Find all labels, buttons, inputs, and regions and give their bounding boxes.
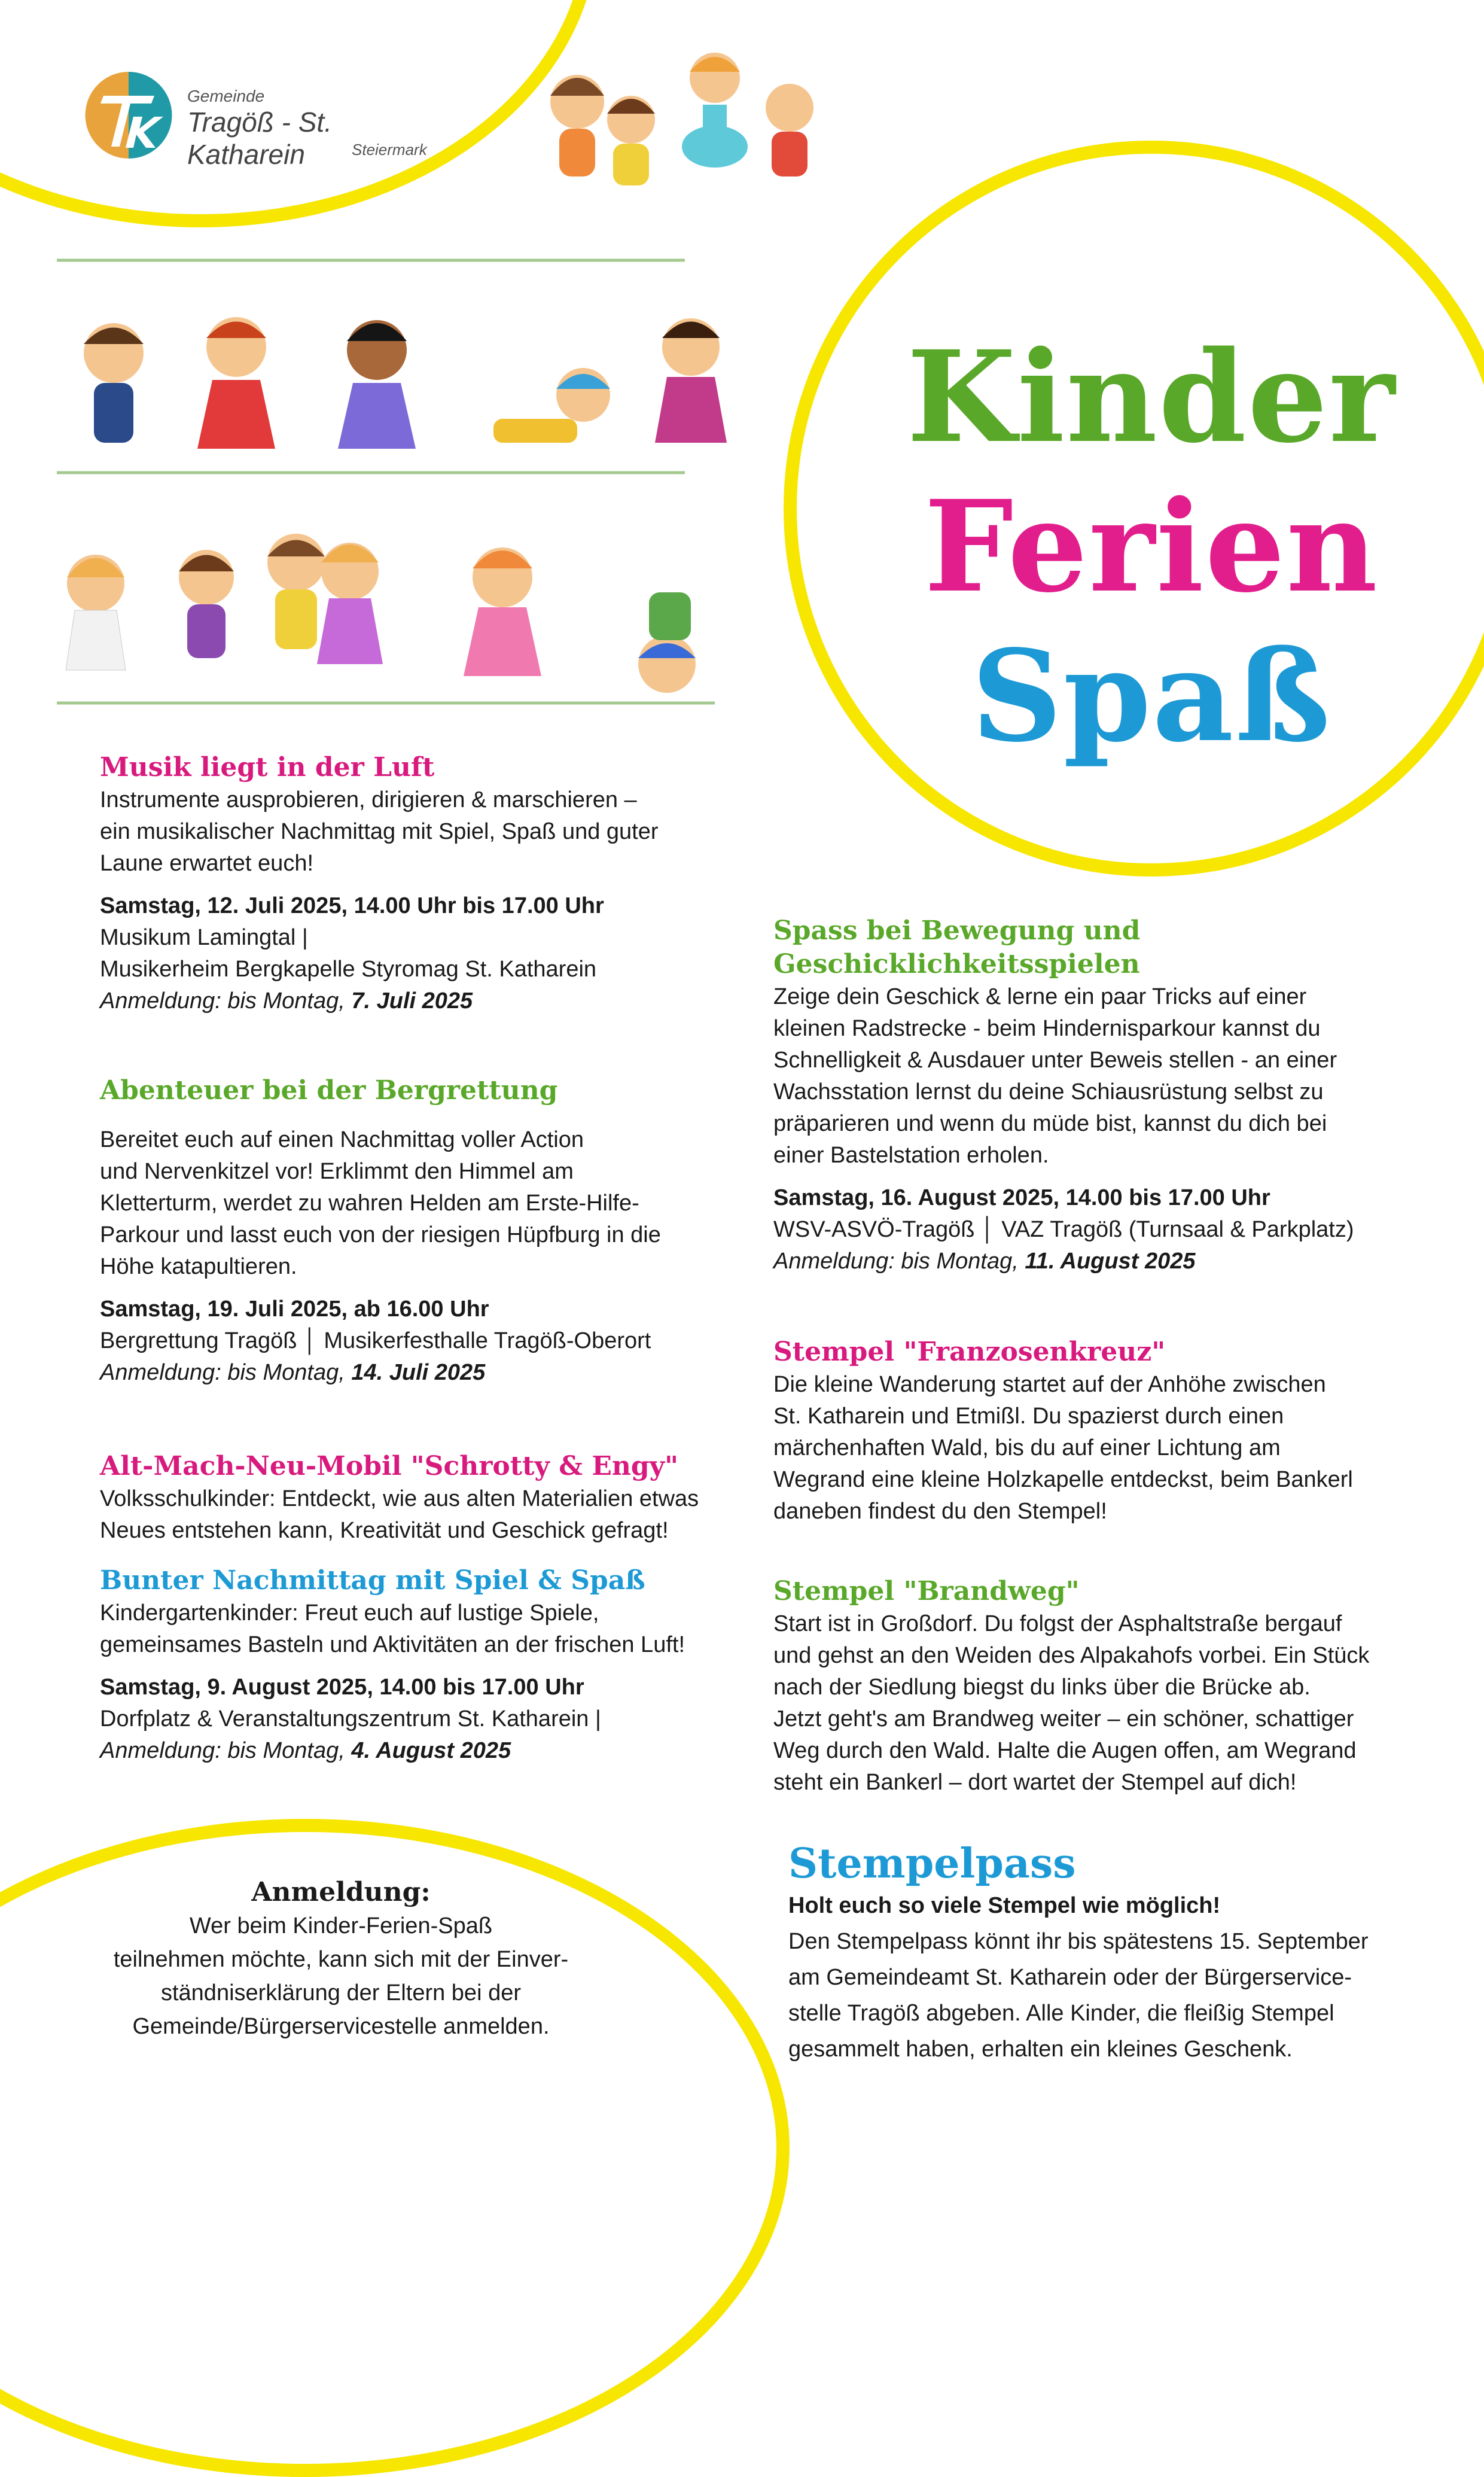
text-line: Den Stempelpass könnt ihr bis spätestens 15. September — [788, 1929, 1369, 1954]
text-line: gesammelt haben, erhalten ein kleines Geschenk. — [788, 2037, 1293, 2062]
event-place: Musikum Lamingtal | — [100, 925, 308, 950]
section-bewegung — [773, 914, 1443, 1277]
heading-bergrettung: Abenteuer bei der Bergrettung — [100, 1075, 558, 1106]
text-line: am Gemeindeamt St. Katharein oder der Bürgerservice- — [788, 1965, 1352, 1990]
section-anmeldung — [66, 1876, 616, 2043]
event-date: Samstag, 16. August 2025, 14.00 bis 17.00 Uhr — [773, 1185, 1270, 1210]
kids-row-1 — [550, 53, 813, 185]
text-line: St. Katharein und Etmißl. Du spazierst durch einen — [773, 1404, 1284, 1429]
heading-anmeldung: Anmeldung: — [251, 1877, 431, 1907]
event-place: Dorfplatz & Veranstaltungszentrum St. Katharein | — [100, 1706, 601, 1732]
logo-line-gemeinde: Gemeinde — [187, 87, 265, 105]
text-line: und gehst an den Weiden des Alpakahofs vorbei. Ein Stück — [773, 1643, 1370, 1668]
event-date: Samstag, 12. Juli 2025, 14.00 Uhr bis 17.00 Uhr — [100, 893, 604, 918]
text-line: kleinen Radstrecke - beim Hindernisparkour kannst du — [773, 1016, 1321, 1041]
heading-bewegung-2: Geschicklichkeitsspielen — [773, 949, 1140, 979]
logo-line-region: Steiermark — [352, 141, 427, 159]
text-line: Instrumente ausprobieren, dirigieren & marschieren – — [100, 787, 637, 813]
event-place: WSV-ASVÖ-Tragöß │ VAZ Tragöß (Turnsaal & Parkplatz) — [773, 1217, 1354, 1242]
text-line: Volksschulkinder: Entdeckt, wie aus alten Materialien etwas — [100, 1486, 699, 1511]
title-word-kinder: Kinder — [906, 323, 1397, 471]
kids-row-3 — [66, 534, 696, 693]
event-place: Musikerheim Bergkapelle Styromag St. Katharein — [100, 957, 597, 982]
heading-stempelpass: Stempelpass — [788, 1840, 1076, 1888]
text-line: teilnehmen möchte, kann sich mit der Einver- — [113, 1947, 569, 1972]
text-line: Wer beim Kinder-Ferien-Spaß — [189, 1913, 493, 1939]
text-line: Kindergartenkinder: Freut euch auf lustige Spiele, — [100, 1600, 599, 1626]
text-line: Bereitet euch auf einen Nachmittag voller Action — [100, 1127, 584, 1152]
title-word-spass: Spaß — [971, 622, 1332, 770]
text-line: steht ein Bankerl – dort wartet der Stempel auf dich! — [773, 1770, 1297, 1795]
registration-deadline: Anmeldung: bis Montag, 4. August 2025 — [100, 1738, 511, 1763]
text-line: einer Bastelstation erholen. — [773, 1143, 1049, 1168]
registration-deadline: Anmeldung: bis Montag, 7. Juli 2025 — [100, 988, 473, 1014]
text-line: ein musikalischer Nachmittag mit Spiel, Spaß und guter — [100, 819, 659, 844]
text-line: Die kleine Wanderung startet auf der Anhöhe zwischen — [773, 1372, 1326, 1397]
text-line: ständniserklärung der Eltern bei der — [160, 1980, 521, 2006]
heading-bewegung-1: Spass bei Bewegung und — [773, 915, 1141, 946]
text-line: gemeinsames Basteln und Aktivitäten an der frischen Luft! — [100, 1632, 685, 1657]
stempelpass-subtitle: Holt euch so viele Stempel wie möglich! — [788, 1893, 1221, 1918]
heading-brandweg: Stempel "Brandweg" — [773, 1576, 1080, 1606]
section-franzosenkreuz — [773, 1335, 1443, 1527]
section-schrotty — [100, 1450, 788, 1547]
heading-schrotty: Alt-Mach-Neu-Mobil "Schrotty & Engy" — [100, 1451, 679, 1481]
text-line: Start ist in Großdorf. Du folgst der Asphaltstraße bergauf — [773, 1611, 1342, 1636]
heading-franzosenkreuz: Stempel "Franzosenkreuz" — [773, 1337, 1166, 1367]
title-word-ferien: Ferien — [924, 473, 1379, 620]
logo-line-name: Tragöß - St. Katharein — [187, 106, 332, 170]
section-bunter-nachmittag — [100, 1564, 788, 1767]
text-line: Neues entstehen kann, Kreativität und Geschick gefragt! — [100, 1518, 669, 1543]
event-date: Samstag, 9. August 2025, 14.00 bis 17.00 Uhr — [100, 1675, 584, 1700]
text-line: stelle Tragöß abgeben. Alle Kinder, die fleißig Stempel — [788, 2001, 1334, 2026]
text-line: Schnelligkeit & Ausdauer unter Beweis stellen - an einer — [773, 1048, 1337, 1073]
kids-illustration — [57, 36, 834, 724]
text-line: Kletterturm, werdet zu wahren Helden am Erste-Hilfe- — [100, 1191, 639, 1216]
kids-row-2 — [84, 317, 727, 449]
section-stempelpass — [788, 1840, 1458, 2067]
text-line: Jetzt geht's am Brandweg weiter – ein schöner, schattiger — [773, 1706, 1354, 1732]
event-place: Bergrettung Tragöß │ Musikerfesthalle Tragöß-Oberort — [100, 1328, 651, 1353]
heading-musik: Musik liegt in der Luft — [100, 752, 435, 783]
text-line: Weg durch den Wald. Halte die Augen offen, am Wegrand — [773, 1738, 1357, 1763]
registration-deadline: Anmeldung: bis Montag, 11. August 2025 — [773, 1249, 1196, 1274]
heading-bunter-nachmittag: Bunter Nachmittag mit Spiel & Spaß — [100, 1565, 645, 1596]
text-line: präparieren und wenn du müde bist, kannst du dich bei — [773, 1111, 1327, 1136]
text-line: Höhe katapultieren. — [100, 1254, 297, 1279]
text-line: daneben findest du den Stempel! — [773, 1499, 1107, 1524]
text-line: Zeige dein Geschick & lerne ein paar Tricks auf einer — [773, 984, 1307, 1009]
text-line: nach der Siedlung biegst du links über die Brücke ab. — [773, 1675, 1311, 1700]
text-line: Wegrand eine kleine Holzkapelle entdeckst, beim Bankerl — [773, 1467, 1353, 1492]
section-bergrettung — [100, 1074, 758, 1389]
text-line: und Nervenkitzel vor! Erklimmt den Himmel am — [100, 1159, 574, 1184]
text-line: Parkour und lasst euch von der riesigen Hüpfburg in die — [100, 1222, 661, 1247]
registration-deadline: Anmeldung: bis Montag, 14. Juli 2025 — [100, 1360, 486, 1385]
text-line: Gemeinde/Bürgerservicestelle anmelden. — [132, 2014, 550, 2039]
text-line: märchenhaften Wald, bis du auf einer Lichtung am — [773, 1435, 1281, 1460]
text-line: Laune erwartet euch! — [100, 851, 314, 876]
section-brandweg — [773, 1575, 1443, 1799]
text-line: Wachsstation lernst du deine Schiausrüstung selbst zu — [773, 1079, 1324, 1104]
section-musik — [100, 751, 758, 1017]
event-date: Samstag, 19. Juli 2025, ab 16.00 Uhr — [100, 1297, 489, 1322]
